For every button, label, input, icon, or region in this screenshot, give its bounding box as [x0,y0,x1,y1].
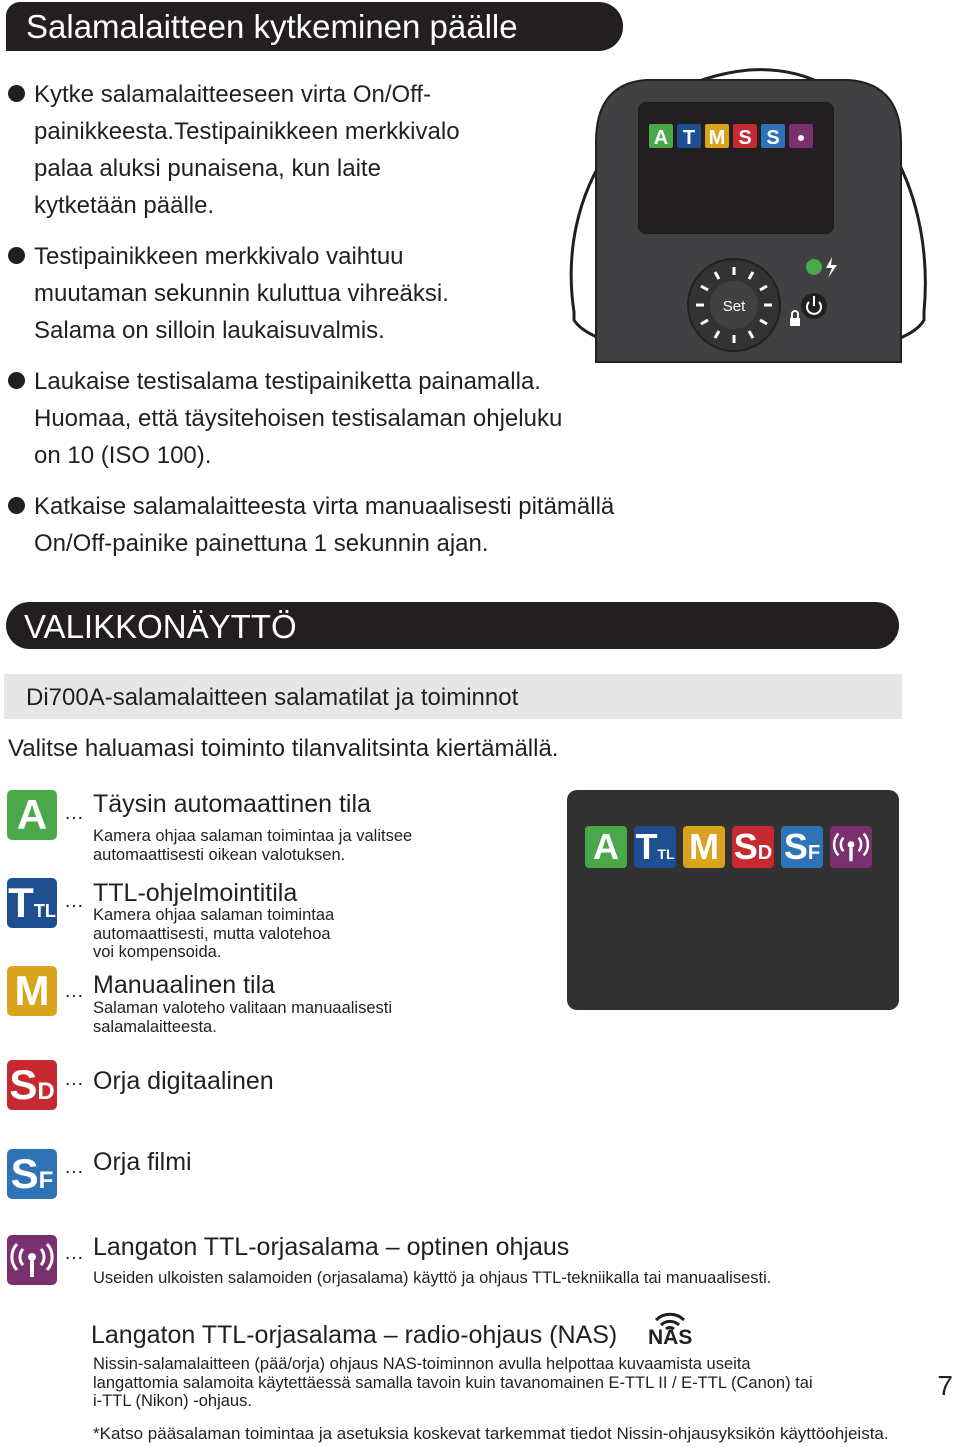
intro-text: Valitse haluamasi toiminto tilanvalitsinta kiertämällä. [8,735,559,762]
leader-dots: … [64,1242,84,1264]
lcd-display [567,790,899,1010]
mode-a-description: Kamera ohjaa salaman toimintaa ja valitsee automaattisesti oikean valotuksen. [93,827,413,864]
section-subtitle: Di700A-salamalaitteen salamatilat ja toiminnot [4,674,902,719]
mode-sf-icon: SF [7,1149,57,1199]
mode-wireless-title: Langaton TTL-orjasalama – optinen ohjaus [93,1233,570,1261]
section-title-power-on: Salamalaitteen kytkeminen päälle [6,2,623,51]
ready-indicator-icon [806,259,822,275]
mode-ttl-icon: TTL [8,879,56,926]
flash-unit-illustration [566,62,932,394]
nas-logo-text: NAS [648,1326,693,1349]
section-title-menu-display: VALIKKONÄYTTÖ [6,602,899,649]
leader-dots: … [64,890,84,912]
bullet-dot-icon [8,372,25,389]
mode-sd-icon: SD [7,1060,57,1110]
mode-m-title: Manuaalinen tila [93,971,276,999]
device-screen [638,102,834,234]
mode-sf-title: Orja filmi [93,1148,192,1176]
wireless-icon [7,1235,57,1285]
leader-dots: … [64,1068,84,1090]
bullet-dot-icon [8,247,25,264]
bullet-item: Testipainikkeen merkkivalo vaihtuu muutaman sekunnin kuluttua vihreäksi. Salama on silloin laukaisuvalmis. [6,238,666,349]
set-button-label: Set [722,298,746,315]
mode-ttl-title: TTL-ohjelmointitila [93,879,298,907]
lcd-icon-a: A [585,826,627,868]
mode-ttl-description: Kamera ohjaa salaman toimintaa automaattisesti, mutta valotehoa voi kompensoida. [93,906,335,961]
screen-icon-a: A [653,127,669,149]
screen-icon-sf: S [766,127,780,149]
lock-icon [790,318,800,326]
mode-wireless-description: Useiden ulkoisten salamoiden (orjasalama) käyttö ja ohjaus TTL-tekniikalla tai manuaalisesti. [93,1269,772,1287]
mode-sd-title: Orja digitaalinen [93,1067,274,1095]
mode-a-icon: A [7,790,57,840]
leader-dots: … [64,980,84,1002]
bullet-dot-icon [8,85,25,102]
leader-dots: … [64,1156,84,1178]
bullet-item: Laukaise testisalama testipainiketta painamalla. Huomaa, että täysitehoisen testisalaman ohjeluku on 10 (ISO 100). [6,363,666,474]
bullet-item: Kytke salamalaitteeseen virta On/Off-painikkeesta.Testipainikkeen merkkivalo palaa aluksi punaisena, kun laite kytketään päälle. [6,76,666,224]
mode-a-title: Täysin automaattinen tila [93,790,371,818]
page-number: 7 [937,1370,953,1401]
lcd-icon-m: M [683,826,725,868]
lcd-icon-sd: SD [733,826,773,867]
footnote: *Katso pääsalaman toimintaa ja asetuksia koskevat tarkemmat tiedot Nissin-ohjausyksikön käyttöohjeista. [93,1424,889,1443]
screen-icon-sd: S [738,127,752,149]
nas-title: Langaton TTL-orjasalama – radio-ohjaus (NAS) [91,1321,618,1349]
lcd-icon-wireless [830,826,872,868]
nas-logo [648,1308,692,1353]
mode-m-description: Salaman valoteho valitaan manuaalisesti salamalaitteesta. [93,999,393,1036]
lcd-icon-ttl: TTL [635,826,675,867]
bullet-dot-icon [8,497,25,514]
screen-icon-ttl: T [682,127,696,149]
nas-description: Nissin-salamalaitteen (pää/orja) ohjaus NAS-toiminnon avulla helpottaa kuvaamista useita langattomia salamoita käytettäessä samalla tavoin kuin tavanomainen E-TTL II / E-TTL (Canon) tai i-TTL (Nikon) -ohjaus. [93,1355,813,1410]
bullet-item: Katkaise salamalaitteesta virta manuaalisesti pitämällä On/Off-painike painettuna 1 sekunnin ajan. [6,488,666,562]
screen-icon-m: M [708,127,726,149]
lcd-icon-sf: SF [781,826,823,868]
mode-m-icon: M [7,966,57,1016]
leader-dots: … [64,802,84,824]
